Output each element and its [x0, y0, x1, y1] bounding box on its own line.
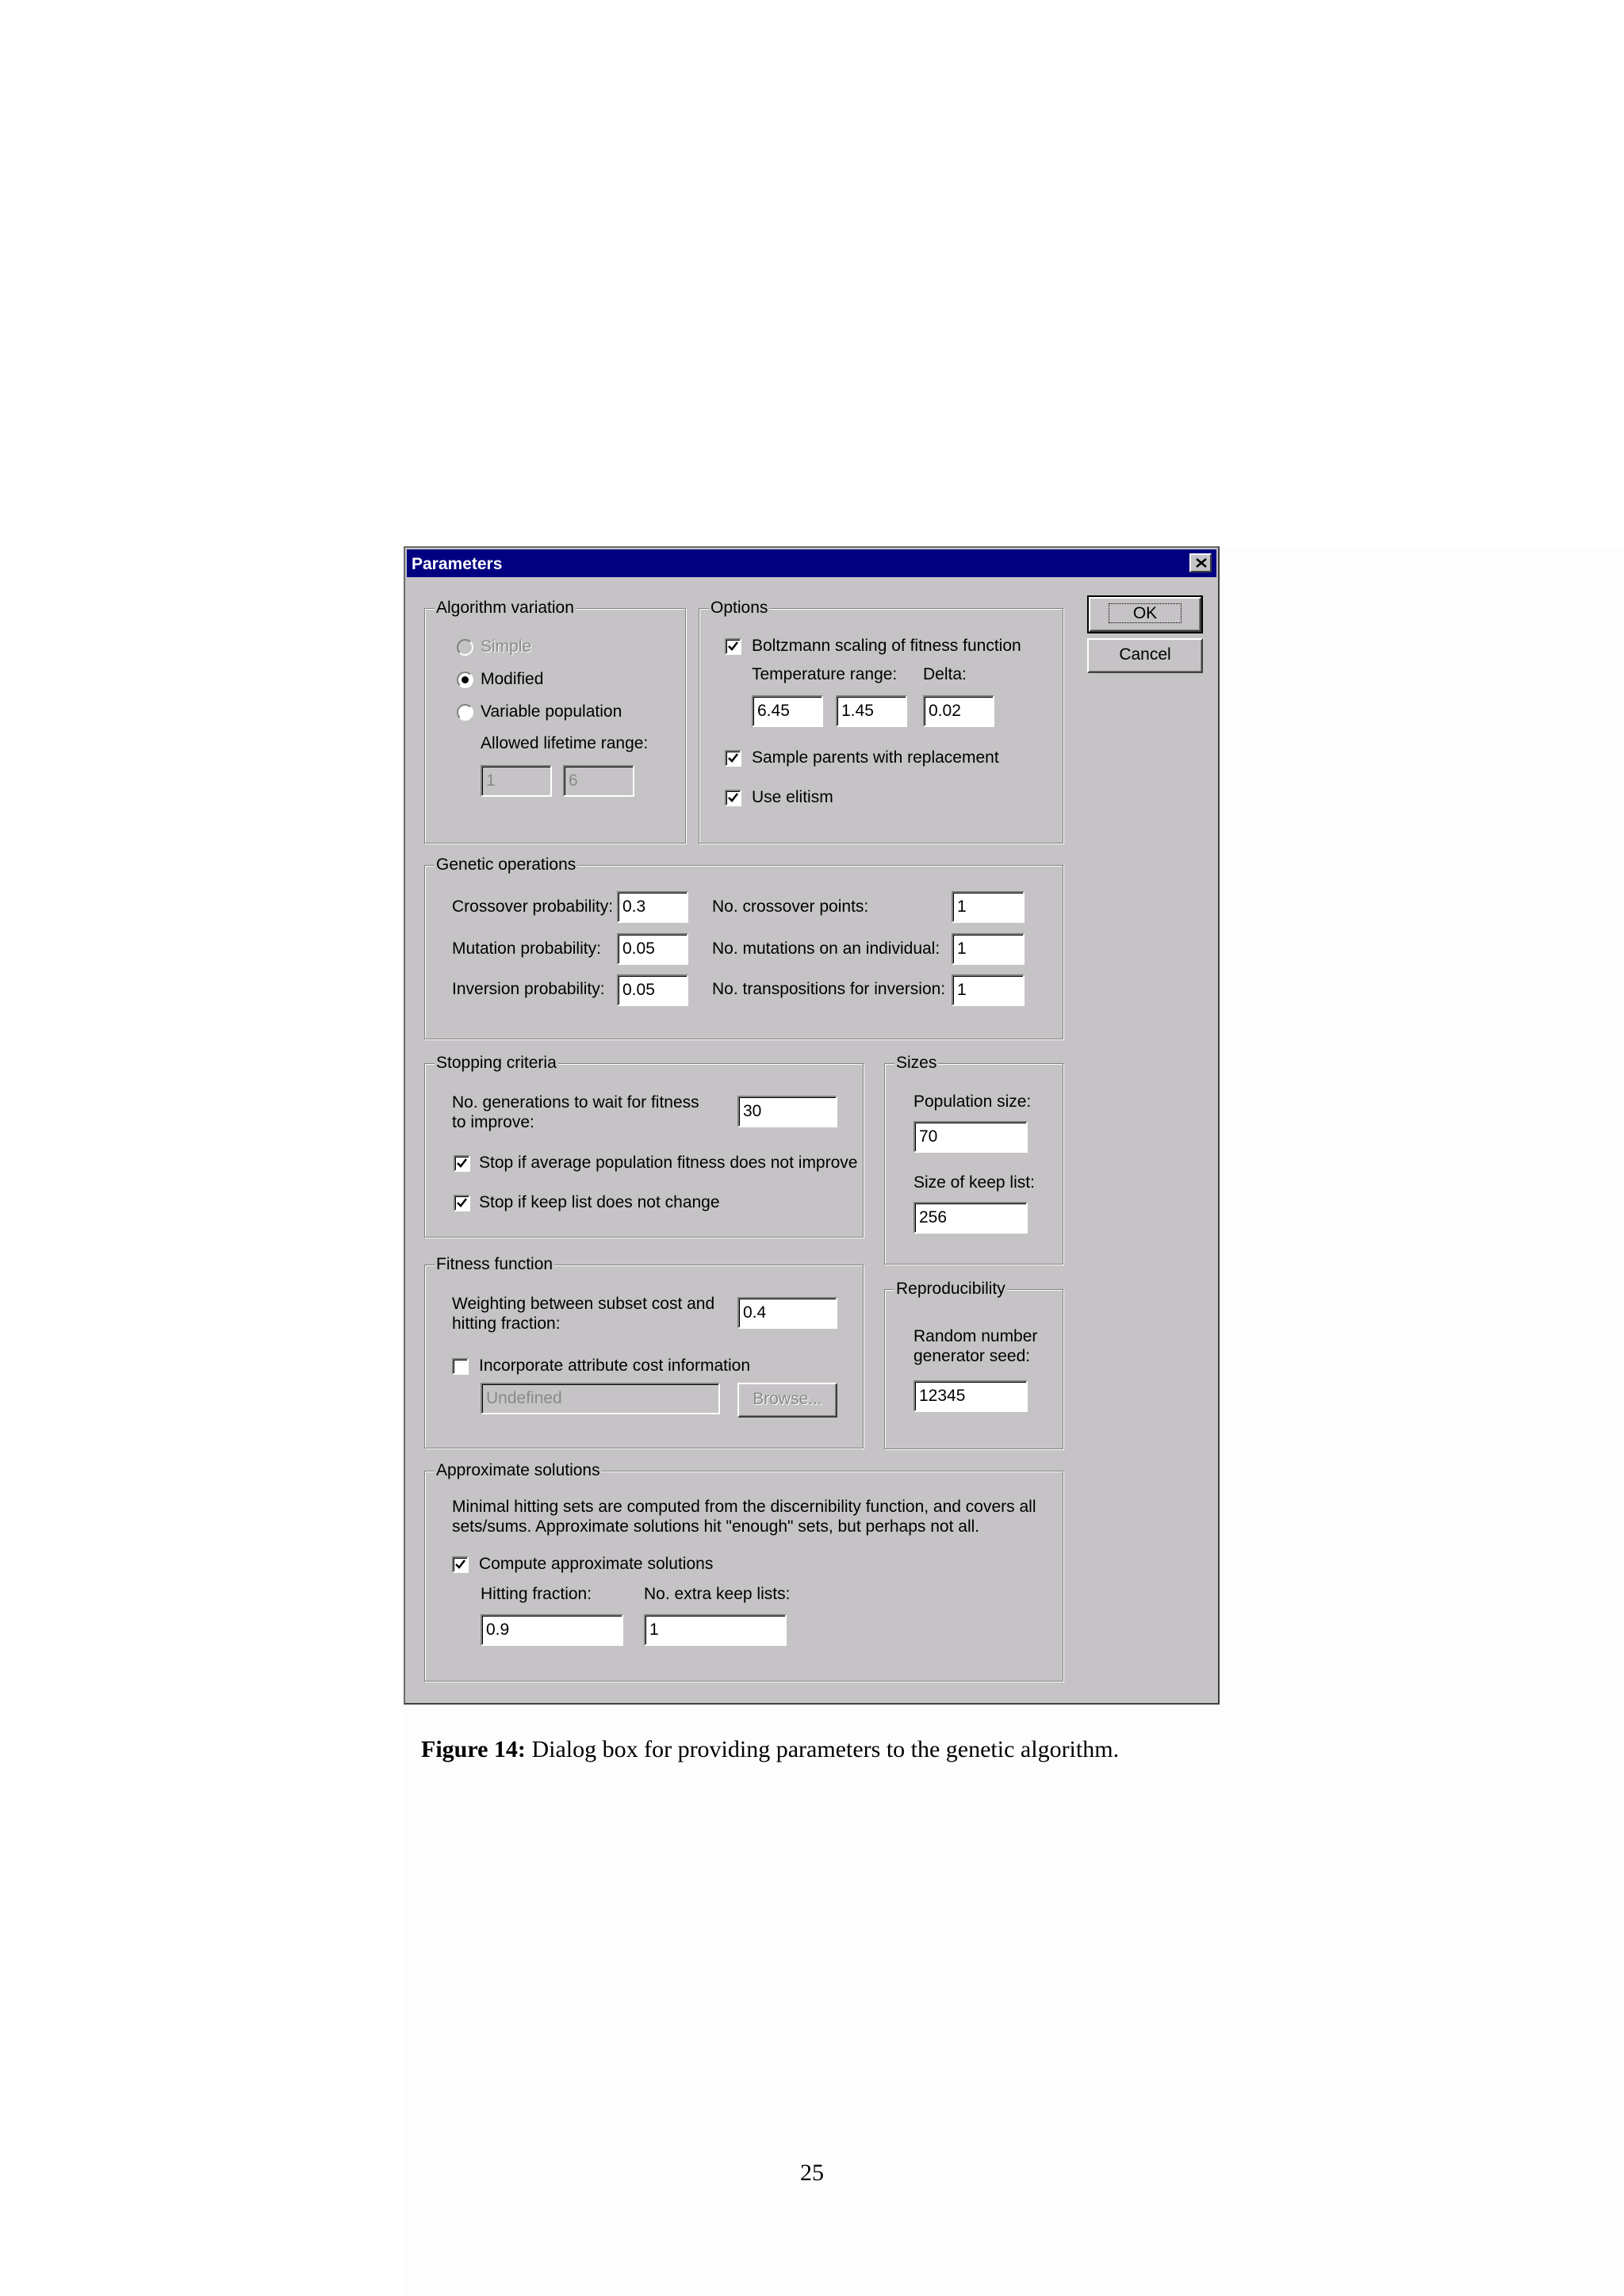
- approximate-description: Minimal hitting sets are computed from the discernibility function, and covers all sets/sums. Approximate solutions hit "enough" sets, but perhaps not all.: [452, 1498, 1036, 1536]
- elitism-checkbox[interactable]: [725, 790, 741, 806]
- stopping-criteria-legend: Stopping criteria: [436, 1054, 557, 1072]
- stopping-criteria-group: [424, 1054, 864, 1238]
- checkmark-icon: [727, 792, 739, 804]
- genetic-operations-legend: Genetic operations: [436, 855, 576, 874]
- inversion-prob-label: Inversion probability:: [452, 980, 605, 998]
- dialog-title: Parameters: [412, 555, 503, 573]
- generations-input[interactable]: 30: [737, 1096, 837, 1127]
- lifetime-min-input[interactable]: 1: [481, 765, 552, 797]
- parameters-dialog: [404, 546, 1220, 1705]
- page-number: 25: [800, 2160, 824, 2186]
- hitting-fraction-label: Hitting fraction:: [481, 1585, 592, 1603]
- sizes-group: [884, 1054, 1063, 1265]
- keep-list-size-input[interactable]: 256: [914, 1202, 1028, 1234]
- options-legend: Options: [710, 599, 768, 617]
- crossover-points-input[interactable]: 1: [952, 891, 1025, 923]
- seed-label: Random number generator seed:: [914, 1327, 1038, 1365]
- title-bar[interactable]: [407, 549, 1216, 577]
- radio-variable-population-label: Variable population: [481, 702, 622, 721]
- radio-modified-label: Modified: [481, 670, 544, 688]
- checkmark-icon: [456, 1158, 468, 1169]
- cost-file-input[interactable]: Undefined: [481, 1383, 720, 1414]
- transpositions-label: No. transpositions for inversion:: [712, 980, 946, 998]
- elitism-label: Use elitism: [752, 788, 833, 806]
- approximate-solutions-legend: Approximate solutions: [436, 1461, 600, 1479]
- radio-selected-dot: [462, 676, 469, 683]
- radio-simple-label: Simple: [481, 637, 532, 656]
- mutation-prob-input[interactable]: 0.05: [617, 933, 688, 965]
- transpositions-input[interactable]: 1: [952, 974, 1025, 1006]
- weighting-input[interactable]: 0.4: [737, 1297, 837, 1329]
- population-size-label: Population size:: [914, 1093, 1032, 1111]
- temperature-max-input[interactable]: 1.45: [836, 695, 907, 727]
- hitting-fraction-input[interactable]: 0.9: [481, 1614, 623, 1646]
- close-icon: [1196, 558, 1207, 568]
- temperature-min-input[interactable]: 6.45: [752, 695, 823, 727]
- population-size-input[interactable]: 70: [914, 1121, 1028, 1153]
- algorithm-variation-group: [424, 599, 686, 844]
- incorporate-cost-checkbox[interactable]: [452, 1358, 469, 1375]
- seed-input[interactable]: 12345: [914, 1380, 1028, 1412]
- checkmark-icon: [727, 641, 739, 652]
- reproducibility-group: [884, 1280, 1063, 1449]
- reproducibility-legend: Reproducibility: [896, 1280, 1005, 1298]
- figure-caption-text: Dialog box for providing parameters to the genetic algorithm.: [525, 1736, 1120, 1762]
- compute-approximate-label: Compute approximate solutions: [479, 1555, 714, 1573]
- checkmark-icon: [456, 1197, 468, 1209]
- crossover-points-label: No. crossover points:: [712, 897, 869, 916]
- delta-input[interactable]: 0.02: [923, 695, 994, 727]
- boltzmann-checkbox[interactable]: [725, 638, 741, 655]
- fitness-function-group: [424, 1255, 864, 1448]
- generations-label: No. generations to wait for fitness to improve:: [452, 1093, 699, 1131]
- incorporate-cost-label: Incorporate attribute cost information: [479, 1357, 751, 1375]
- stop-average-label: Stop if average population fitness does not improve: [479, 1154, 858, 1172]
- browse-button[interactable]: Browse...: [737, 1383, 837, 1418]
- mutation-prob-label: Mutation probability:: [452, 939, 601, 958]
- figure-caption-prefix: Figure 14:: [421, 1736, 526, 1762]
- radio-variable-population[interactable]: [457, 704, 473, 721]
- crossover-prob-label: Crossover probability:: [452, 897, 614, 916]
- lifetime-range-label: Allowed lifetime range:: [481, 734, 649, 752]
- extra-keep-lists-input[interactable]: 1: [644, 1614, 787, 1646]
- extra-keep-lists-label: No. extra keep lists:: [644, 1585, 791, 1603]
- stop-average-checkbox[interactable]: [454, 1155, 470, 1172]
- weighting-label: Weighting between subset cost and hitting fraction:: [452, 1295, 715, 1333]
- lifetime-max-input[interactable]: 6: [563, 765, 634, 797]
- mutations-input[interactable]: 1: [952, 933, 1025, 965]
- figure-caption: [421, 1736, 1119, 1763]
- sample-parents-label: Sample parents with replacement: [752, 748, 999, 767]
- inversion-prob-input[interactable]: 0.05: [617, 974, 688, 1006]
- boltzmann-label: Boltzmann scaling of fitness function: [752, 637, 1021, 655]
- delta-label: Delta:: [923, 665, 967, 683]
- fitness-function-legend: Fitness function: [436, 1255, 553, 1273]
- keep-list-size-label: Size of keep list:: [914, 1173, 1035, 1192]
- algorithm-variation-legend: Algorithm variation: [436, 599, 574, 617]
- checkmark-icon: [454, 1559, 466, 1571]
- checkmark-icon: [727, 752, 739, 764]
- compute-approximate-checkbox[interactable]: [452, 1556, 469, 1573]
- stop-keep-list-label: Stop if keep list does not change: [479, 1193, 720, 1211]
- mutations-label: No. mutations on an individual:: [712, 939, 940, 958]
- stop-keep-list-checkbox[interactable]: [454, 1195, 470, 1211]
- ok-button-label: OK: [1109, 603, 1182, 623]
- close-button[interactable]: [1189, 553, 1212, 572]
- approximate-solutions-group: [424, 1461, 1063, 1682]
- radio-modified[interactable]: [457, 672, 473, 688]
- genetic-operations-group: [424, 855, 1063, 1039]
- radio-simple[interactable]: [457, 639, 473, 656]
- ok-button[interactable]: [1089, 597, 1201, 632]
- sizes-legend: Sizes: [896, 1054, 937, 1072]
- crossover-prob-input[interactable]: 0.3: [617, 891, 688, 923]
- temperature-range-label: Temperature range:: [752, 665, 898, 683]
- cancel-button[interactable]: Cancel: [1087, 638, 1203, 673]
- sample-parents-checkbox[interactable]: [725, 750, 741, 767]
- options-group: [699, 599, 1063, 844]
